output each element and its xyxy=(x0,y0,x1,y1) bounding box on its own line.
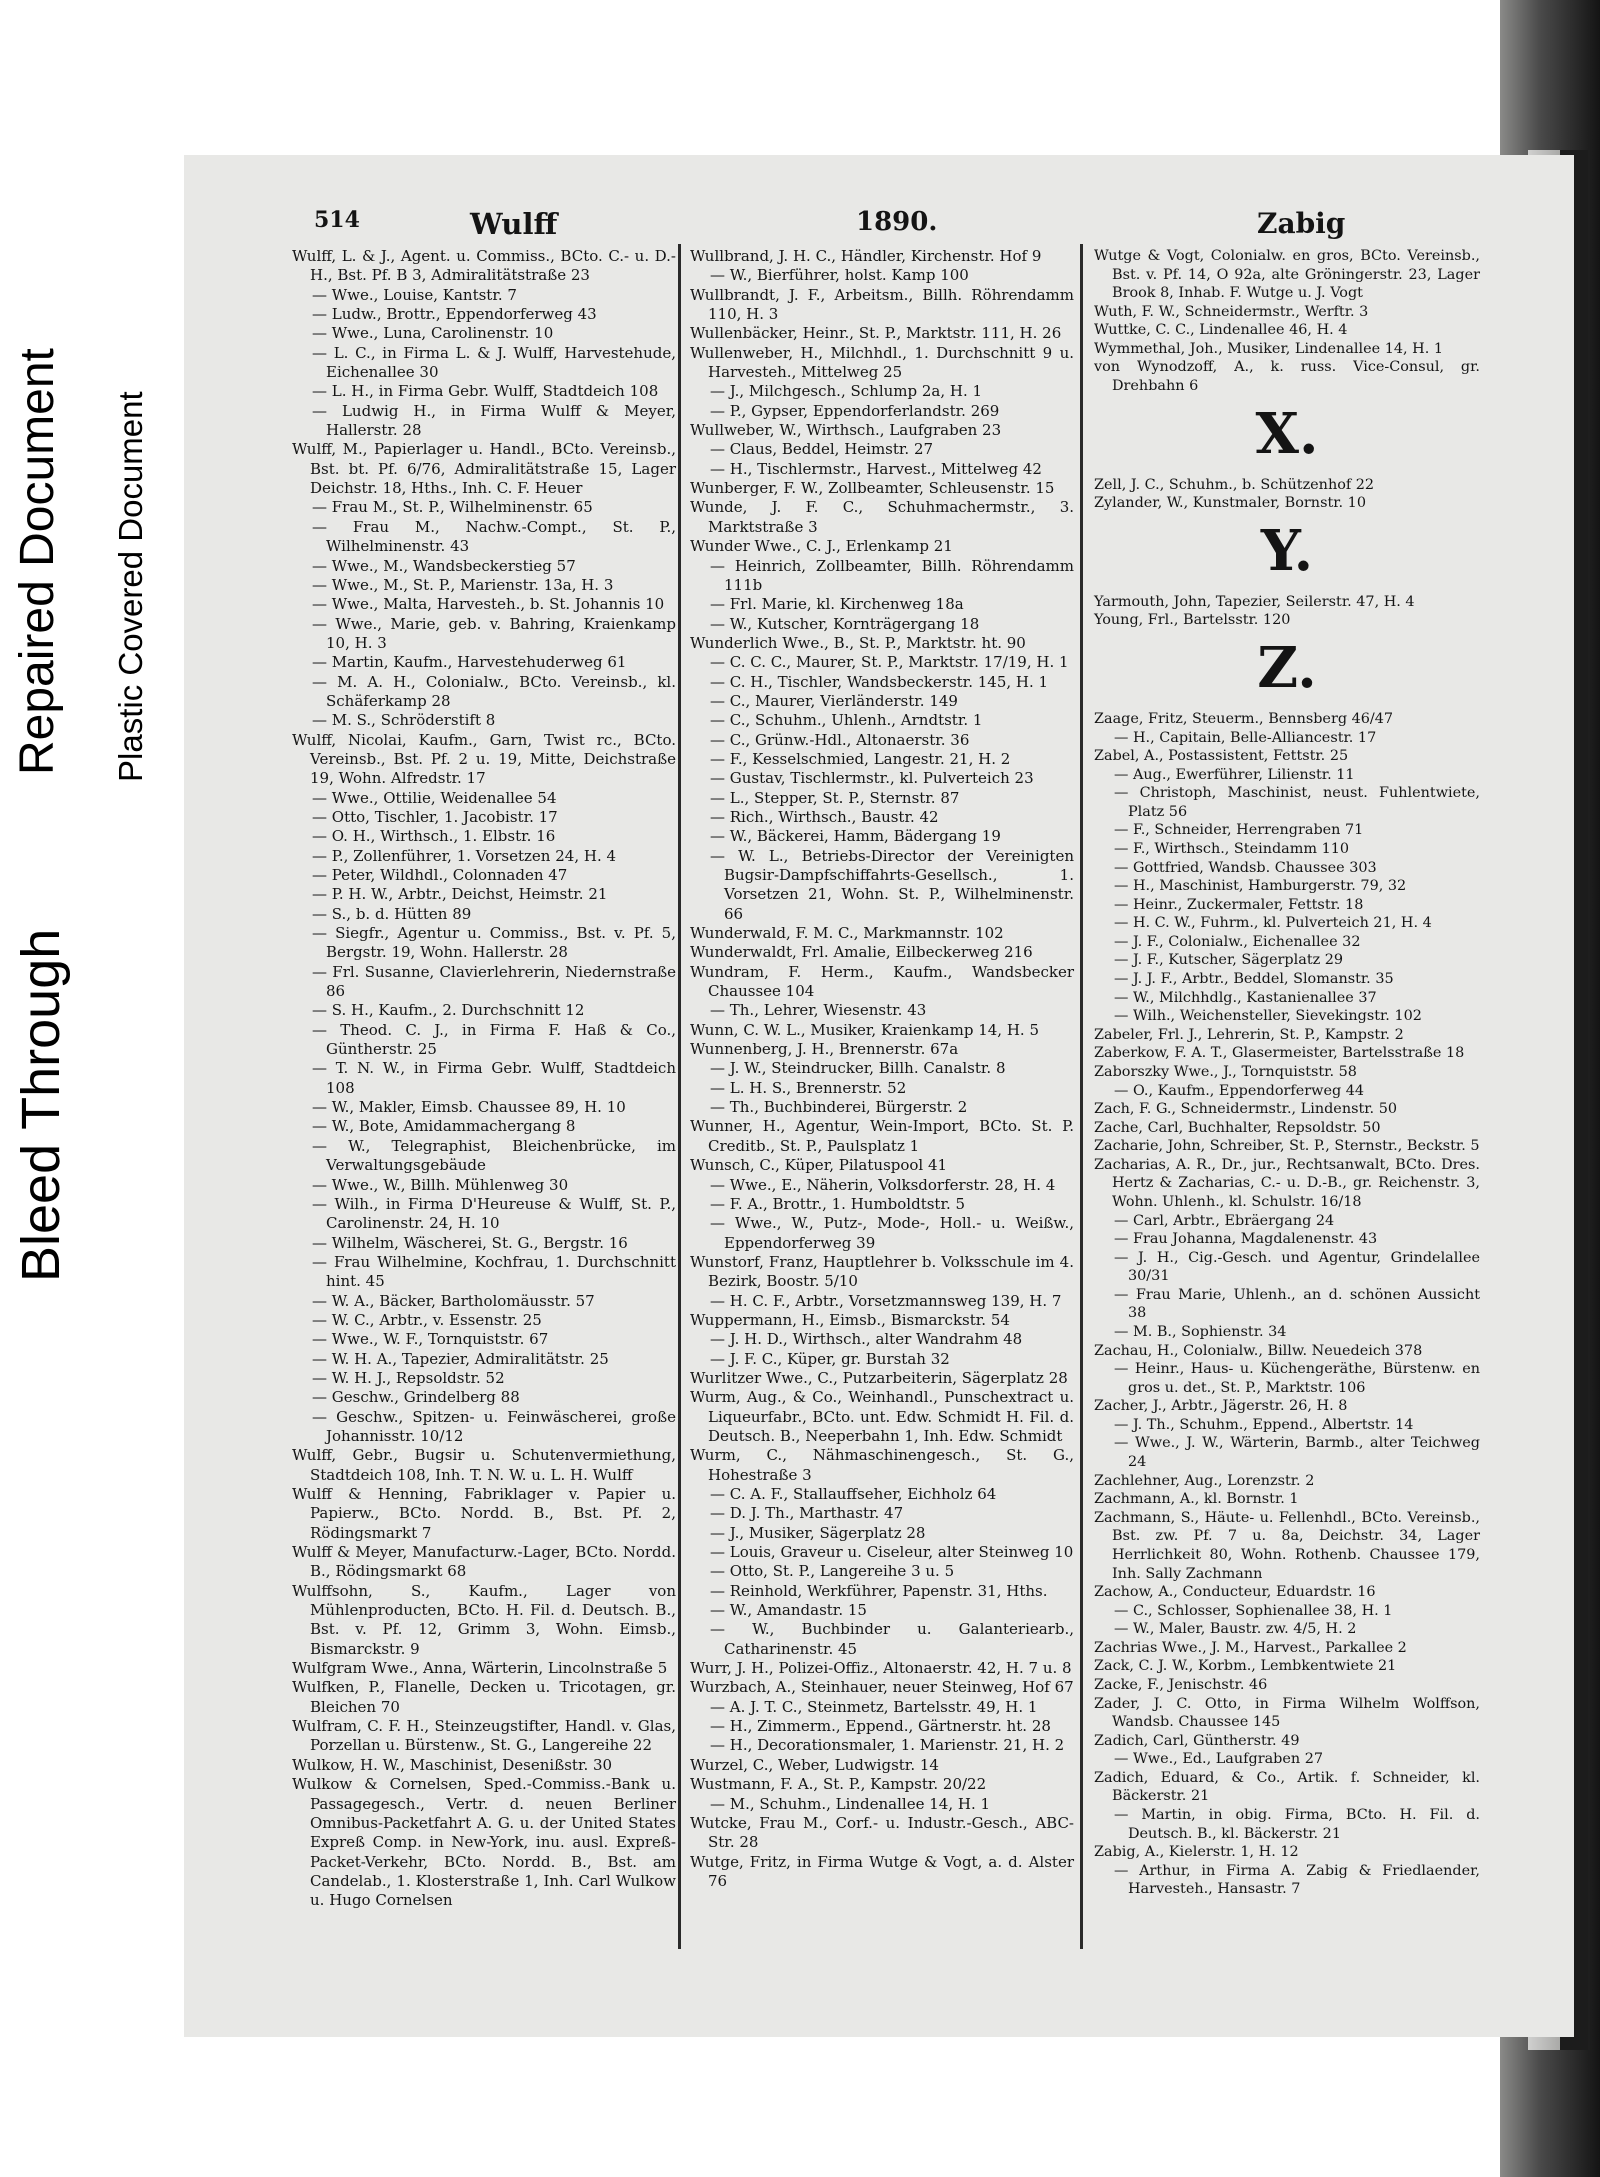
directory-entry: Wuppermann, H., Eimsb., Bismarckstr. 54 xyxy=(690,1310,1010,1329)
directory-entry: — Wwe., Ottilie, Weidenallee 54 xyxy=(312,788,557,807)
directory-entry: Zacher, J., Arbtr., Jägerstr. 26, H. 8 xyxy=(1094,1398,1348,1415)
directory-entry: — Frau M., Nachw.-Compt., St. P., Wilhelminenstr. 43 xyxy=(312,517,676,556)
directory-entry: — L. H., in Firma Gebr. Wulff, Stadtdeich 108 xyxy=(312,382,659,401)
directory-entry: — J. F., Colonialw., Eichenallee 32 xyxy=(1114,933,1361,950)
directory-entry: Zaberkow, F. A. T., Glasermeister, Bartelsstraße 18 xyxy=(1094,1045,1465,1062)
directory-entry: von Wynodzoff, A., k. russ. Vice-Consul, gr. Drehbahn 6 xyxy=(1094,359,1480,395)
directory-entry: — J. F., Kutscher, Sägerplatz 29 xyxy=(1114,952,1344,969)
directory-entry: — O. H., Wirthsch., 1. Elbstr. 16 xyxy=(312,827,556,846)
directory-entry: — H. C. F., Arbtr., Vorsetzmannsweg 139, H. 7 xyxy=(710,1291,1062,1310)
directory-entry: — Gustav, Tischlermstr., kl. Pulverteich 23 xyxy=(710,769,1034,788)
directory-entry: Zache, Carl, Buchhalter, Repsoldstr. 50 xyxy=(1094,1119,1381,1136)
directory-entry: — W., Bote, Amidammachergang 8 xyxy=(312,1117,576,1136)
directory-entry: — Geschw., Grindelberg 88 xyxy=(312,1388,520,1407)
directory-entry: — L., Stepper, St. P., Sternstr. 87 xyxy=(710,788,960,807)
directory-entry: — Frau Johanna, Magdalenenstr. 43 xyxy=(1114,1231,1378,1248)
directory-entry: — Frau Marie, Uhlenh., an d. schönen Aussicht 38 xyxy=(1114,1286,1480,1322)
directory-entry: — W. A., Bäcker, Bartholomäusstr. 57 xyxy=(312,1291,595,1310)
column-rule xyxy=(1080,244,1083,1949)
directory-entry: Wullenweber, H., Milchhdl., 1. Durchschnitt 9 u. Harvesteh., Mittelweg 25 xyxy=(690,343,1074,382)
directory-entry: Zabel, A., Postassistent, Fettstr. 25 xyxy=(1094,748,1349,765)
directory-entry: Wulff, Nicolai, Kaufm., Garn, Twist rc., BCto. Vereinsb., Bst. Pf. 2 u. 19, Mitte, Deichstraße 19, Wohn. Alfredstr. 17 xyxy=(292,730,676,788)
directory-entry: — Louis, Graveur u. Ciseleur, alter Steinweg 10 xyxy=(710,1543,1074,1562)
section-letter-x: X. xyxy=(1255,400,1319,467)
directory-entry: Zachmann, S., Häute- u. Fellenhdl., BCto. Vereinsb., Bst. zw. Pf. 7 u. 8a, Deichstr. 34, Lager Herrlichkeit 80, Wohn. Rothenb. Chaussee 179, Inh. Sally Zachmann xyxy=(1094,1509,1480,1582)
directory-entry: — M. S., Schröderstift 8 xyxy=(312,711,496,730)
directory-entry: Wulff, M., Papierlager u. Handl., BCto. Vereinsb., Bst. bt. Pf. 6/76, Admiralitätstraße 15, Lager Deichstr. 18, Hths., Inh. C. F. Heuer xyxy=(292,440,676,498)
directory-entry: — S., b. d. Hütten 89 xyxy=(312,904,472,923)
directory-entry: Wuth, F. W., Schneidermstr., Werftr. 3 xyxy=(1094,303,1369,320)
running-head-left: Wulff xyxy=(470,207,558,241)
directory-entry: Wulff & Meyer, Manufacturw.-Lager, BCto. Nordd. B., Rödingsmarkt 68 xyxy=(292,1543,676,1581)
directory-entry: — Wilh., in Firma D'Heureuse & Wulff, St. P., Carolinenstr. 24, H. 10 xyxy=(312,1194,676,1233)
directory-entry: — W., Bäckerei, Hamm, Bädergang 19 xyxy=(710,827,1001,846)
directory-entry: — J. J. F., Arbtr., Beddel, Slomanstr. 35 xyxy=(1114,971,1394,988)
directory-entry: — Wwe., W., Billh. Mühlenweg 30 xyxy=(312,1175,569,1194)
directory-entry: — J. Th., Schuhm., Eppend., Albertstr. 14 xyxy=(1114,1416,1414,1433)
directory-entry: — J. H., Cig.-Gesch. und Agentur, Grindelallee 30/31 xyxy=(1114,1249,1480,1285)
directory-entry: Wunner, H., Agentur, Wein-Import, BCto. St. P. Creditb., St. P., Paulsplatz 1 xyxy=(690,1117,1074,1155)
directory-entry: — W., Buchbinder u. Galanteriearb., Catharinenstr. 45 xyxy=(710,1620,1074,1658)
directory-entry: — Wwe., Marie, geb. v. Bahring, Kraienkamp 10, H. 3 xyxy=(312,614,676,652)
directory-entry: Zaborszky Wwe., J., Tornquiststr. 58 xyxy=(1094,1063,1357,1080)
directory-entry: — Claus, Beddel, Heimstr. 27 xyxy=(710,440,934,459)
directory-entry: — O., Kaufm., Eppendorferweg 44 xyxy=(1114,1082,1365,1099)
directory-entry: Wurr, J. H., Polizei-Offiz., Altonaerstr. 42, H. 7 u. 8 xyxy=(690,1659,1072,1678)
directory-entry: Zachlehner, Aug., Lorenzstr. 2 xyxy=(1094,1472,1315,1489)
directory-entry: — Frau Wilhelmine, Kochfrau, 1. Durchschnitt hint. 45 xyxy=(312,1252,676,1291)
directory-entry: — Wwe., W., Putz-, Mode-, Holl.- u. Weißw., Eppendorferweg 39 xyxy=(710,1214,1074,1252)
directory-entry: — H., Decorationsmaler, 1. Marienstr. 21, H. 2 xyxy=(710,1736,1065,1755)
directory-entry: — W. C., Arbtr., v. Essenstr. 25 xyxy=(312,1310,542,1329)
directory-entry: Wunberger, F. W., Zollbeamter, Schleusenstr. 15 xyxy=(690,479,1055,498)
directory-column-1 xyxy=(292,247,676,1911)
directory-entry: — Wwe., Louise, Kantstr. 7 xyxy=(312,285,517,304)
directory-entry: — C., Grünw.-Hdl., Altonaerstr. 36 xyxy=(710,730,970,749)
directory-entry: — W., Bierführer, holst. Kamp 100 xyxy=(710,266,969,285)
section-letter-z: Z. xyxy=(1257,634,1317,701)
running-head-right: Zabig xyxy=(1257,207,1346,240)
running-head-year: 1890. xyxy=(856,207,938,237)
directory-entry: — M. A. H., Colonialw., BCto. Vereinsb., kl. Schäferkamp 28 xyxy=(312,672,676,710)
directory-entry: — C. A. F., Stallauffseher, Eichholz 64 xyxy=(710,1485,997,1503)
directory-entry: — Wwe., W. F., Tornquiststr. 67 xyxy=(312,1330,549,1349)
directory-entry: Zabeler, Frl. J., Lehrerin, St. P., Kampstr. 2 xyxy=(1094,1026,1404,1043)
directory-entry: — W., Maler, Baustr. zw. 4/5, H. 2 xyxy=(1114,1621,1357,1638)
directory-entry: — W., Makler, Eimsb. Chaussee 89, H. 10 xyxy=(312,1098,626,1117)
directory-entry: Wullbrand, J. H. C., Händler, Kirchenstr. Hof 9 xyxy=(690,247,1042,265)
directory-entry: — J. W., Steindrucker, Billh. Canalstr. 8 xyxy=(710,1059,1006,1078)
directory-entry: Zach, F. G., Schneidermstr., Lindenstr. 50 xyxy=(1094,1101,1398,1118)
directory-column-3 xyxy=(1094,247,1480,1899)
directory-entry: — Frl. Susanne, Clavierlehrerin, Niedernstraße 86 xyxy=(312,962,676,1001)
directory-entry: Zaage, Fritz, Steuerm., Bennsberg 46/47 xyxy=(1094,710,1394,727)
directory-entry: Zadich, Carl, Güntherstr. 49 xyxy=(1094,1732,1300,1749)
directory-entry: Zachmann, A., kl. Bornstr. 1 xyxy=(1094,1491,1299,1508)
directory-entry: Young, Frl., Bartelsstr. 120 xyxy=(1094,612,1291,629)
directory-entry: — Carl, Arbtr., Ebräergang 24 xyxy=(1114,1212,1335,1229)
directory-entry: Wulff, Gebr., Bugsir u. Schutenvermiethung, Stadtdeich 108, Inh. T. N. W. u. L. H. Wulff xyxy=(292,1446,676,1484)
directory-entry: Zacharias, A. R., Dr., jur., Rechtsanwalt, BCto. Dres. Hertz & Zacharias, C.- u. D.-B., gr. Reichenstr. 3, Wohn. Uhlenh., kl. Schulstr. 16/18 xyxy=(1094,1156,1480,1210)
directory-entry: — Wwe., M., St. P., Marienstr. 13a, H. 3 xyxy=(312,575,614,594)
directory-entry: Wunstorf, Franz, Hauptlehrer b. Volksschule im 4. Bezirk, Boostr. 5/10 xyxy=(690,1252,1074,1291)
directory-entry: Wulffsohn, S., Kaufm., Lager von Mühlenproducten, BCto. H. Fil. d. Deutsch. B., Bst. v. Pf. 12, Grimm 3, Wohn. Eimsb., Bismarckstr. 9 xyxy=(292,1581,676,1658)
directory-entry: — F., Wirthsch., Steindamm 110 xyxy=(1114,840,1350,857)
directory-entry: — H., Zimmerm., Eppend., Gärtnerstr. ht. 28 xyxy=(710,1717,1051,1736)
directory-column-2 xyxy=(690,247,1074,1891)
directory-entry: — P. H. W., Arbtr., Deichst, Heimstr. 21 xyxy=(312,885,608,904)
directory-entry: — Martin, in obig. Firma, BCto. H. Fil. d. Deutsch. B., kl. Bäckerstr. 21 xyxy=(1114,1807,1480,1842)
directory-entry: Wulfken, P., Flanelle, Decken u. Tricotagen, gr. Bleichen 70 xyxy=(292,1678,676,1716)
directory-entry: — Wilh., Weichensteller, Sievekingstr. 102 xyxy=(1114,1008,1422,1025)
directory-entry: — Rich., Wirthsch., Baustr. 42 xyxy=(710,807,939,826)
directory-entry: Wunnenberg, J. H., Brennerstr. 67a xyxy=(690,1040,959,1059)
directory-entry: Wurzbach, A., Steinhauer, neuer Steinweg, Hof 67 xyxy=(690,1678,1074,1697)
directory-entry: — Otto, St. P., Langereihe 3 u. 5 xyxy=(710,1562,955,1581)
directory-entry: — W., Amandastr. 15 xyxy=(710,1601,867,1620)
directory-entry: — M., Schuhm., Lindenallee 14, H. 1 xyxy=(710,1794,991,1813)
directory-entry: — F., Kesselschmied, Langestr. 21, H. 2 xyxy=(710,749,1011,768)
directory-entry: Wulfgram Wwe., Anna, Wärterin, Lincolnstraße 5 xyxy=(292,1659,668,1678)
side-label-repaired: Repaired Document xyxy=(11,348,64,775)
directory-entry: Zabig, A., Kielerstr. 1, H. 12 xyxy=(1094,1844,1299,1861)
directory-entry: — Arthur, in Firma A. Zabig & Friedlaender, Harvesteh., Hansastr. 7 xyxy=(1114,1862,1480,1898)
directory-entry: — Christoph, Maschinist, neust. Fuhlentwiete, Platz 56 xyxy=(1114,785,1480,820)
directory-entry: Zader, J. C. Otto, in Firma Wilhelm Wolffson, Wandsb. Chaussee 145 xyxy=(1094,1695,1480,1731)
directory-entry: — Ludwig H., in Firma Wulff & Meyer, Hallerstr. 28 xyxy=(312,401,676,440)
directory-entry: — Heinrich, Zollbeamter, Billh. Röhrendamm 111b xyxy=(710,556,1074,594)
directory-entry: — Gottfried, Wandsb. Chaussee 303 xyxy=(1114,859,1377,876)
directory-entry: Wutge & Vogt, Colonialw. en gros, BCto. Vereinsb., Bst. v. Pf. 14, O 92a, alte Gröningerstr. 23, Lager Brook 8, Inhab. F. Wutge u. J. Vogt xyxy=(1094,248,1480,302)
directory-entry: — H. C. W., Fuhrm., kl. Pulverteich 21, H. 4 xyxy=(1114,915,1432,932)
directory-entry: Wulff & Henning, Fabriklager v. Papier u. Papierw., BCto. Nordd. B., Bst. Pf. 2, Rödingsmarkt 7 xyxy=(292,1485,676,1542)
directory-entry: Wulff, L. & J., Agent. u. Commiss., BCto. C.- u. D.-H., Bst. Pf. B 3, Admiralitätstraße 23 xyxy=(292,247,676,285)
side-label-bleed-through: Bleed Through xyxy=(11,928,71,1282)
directory-entry: — C., Schuhm., Uhlenh., Arndtstr. 1 xyxy=(710,711,983,730)
directory-entry: Wullenbäcker, Heinr., St. P., Marktstr. 111, H. 26 xyxy=(690,324,1062,343)
directory-entry: — Wwe., M., Wandsbeckerstieg 57 xyxy=(312,556,576,575)
directory-entry: — Th., Lehrer, Wiesenstr. 43 xyxy=(710,1001,927,1020)
directory-entry: — W., Kutscher, Kornträgergang 18 xyxy=(710,614,980,633)
directory-entry: Zell, J. C., Schuhm., b. Schützenhof 22 xyxy=(1094,476,1375,493)
directory-entry: Wunsch, C., Küper, Pilatuspool 41 xyxy=(690,1156,948,1175)
directory-entry: — Geschw., Spitzen- u. Feinwäscherei, große Johannisstr. 10/12 xyxy=(312,1407,676,1445)
directory-entry: — P., Zollenführer, 1. Vorsetzen 24, H. 4 xyxy=(312,846,617,865)
directory-entry: Zadich, Eduard, & Co., Artik. f. Schneider, kl. Bäckerstr. 21 xyxy=(1094,1769,1480,1805)
directory-entry: — S. H., Kaufm., 2. Durchschnitt 12 xyxy=(312,1001,585,1020)
directory-entry: Zachau, H., Colonialw., Billw. Neuedeich 378 xyxy=(1094,1342,1423,1359)
directory-entry: — Otto, Tischler, 1. Jacobistr. 17 xyxy=(312,807,558,826)
directory-entry: — D. J. Th., Marthastr. 47 xyxy=(710,1504,904,1523)
directory-entry: — Frau M., St. P., Wilhelminenstr. 65 xyxy=(312,498,593,517)
directory-entry: Wunderlich Wwe., B., St. P., Marktstr. ht. 90 xyxy=(690,633,1026,652)
directory-entry: Wunde, J. F. C., Schuhmachermstr., 3. Marktstraße 3 xyxy=(690,498,1074,536)
directory-entry: Zachrias Wwe., J. M., Harvest., Parkallee 2 xyxy=(1094,1639,1407,1656)
directory-entry: — W. H. A., Tapezier, Admiralitätstr. 25 xyxy=(312,1349,609,1368)
directory-entry: Zacke, F., Jenischstr. 46 xyxy=(1094,1677,1268,1693)
directory-entry: — W. H. J., Repsoldstr. 52 xyxy=(312,1368,505,1387)
directory-entry: Wullweber, W., Wirthsch., Laufgraben 23 xyxy=(690,421,1002,440)
directory-entry: Wurm, Aug., & Co., Weinhandl., Punschextract u. Liqueurfabr., BCto. unt. Edw. Schmidt H. Fil. d. Deutsch. B., Neeperbahn 1, Inh. Edw. Schmidt xyxy=(690,1388,1074,1445)
side-label-plastic-covered: Plastic Covered Document xyxy=(112,391,149,782)
directory-entry: Wulkow, H. W., Maschinist, Desenißstr. 30 xyxy=(292,1755,613,1774)
directory-entry: Wunn, C. W. L., Musiker, Kraienkamp 14, H. 5 xyxy=(690,1020,1040,1039)
directory-entry: — W., Milchhdlg., Kastanienallee 37 xyxy=(1114,989,1377,1006)
directory-entry: — Peter, Wildhdl., Colonnaden 47 xyxy=(312,866,568,884)
directory-entry: — J. F. C., Küper, gr. Burstah 32 xyxy=(710,1349,950,1368)
directory-entry: Wurm, C., Nähmaschinengesch., St. G., Hohestraße 3 xyxy=(690,1446,1074,1484)
directory-entry: — A. J. T. C., Steinmetz, Bartelsstr. 49, H. 1 xyxy=(710,1697,1038,1716)
directory-entry: — Wwe., J. W., Wärterin, Barmb., alter Teichweg 24 xyxy=(1114,1435,1480,1471)
directory-entry: Wundram, F. Herm., Kaufm., Wandsbecker Chaussee 104 xyxy=(690,962,1074,1001)
page-number: 514 xyxy=(314,207,360,233)
directory-entry: — Wwe., E., Näherin, Volksdorferstr. 28, H. 4 xyxy=(710,1175,1056,1194)
directory-entry: — C., Schlosser, Sophienallee 38, H. 1 xyxy=(1114,1602,1393,1619)
directory-entry: — C., Maurer, Vierländerstr. 149 xyxy=(710,691,958,710)
directory-entry: Wutge, Fritz, in Firma Wutge & Vogt, a. d. Alster 76 xyxy=(690,1852,1074,1890)
directory-entry: Zylander, W., Kunstmaler, Bornstr. 10 xyxy=(1094,495,1366,512)
directory-entry: Wunderwald, F. M. C., Markmannstr. 102 xyxy=(690,924,1004,943)
directory-entry: — W., Telegraphist, Bleichenbrücke, im Verwaltungsgebäude xyxy=(312,1136,676,1175)
directory-entry: — Wwe., Malta, Harvesteh., b. St. Johannis 10 xyxy=(312,595,665,614)
directory-entry: — Frl. Marie, kl. Kirchenweg 18a xyxy=(710,595,964,614)
directory-entry: — J., Musiker, Sägerplatz 28 xyxy=(710,1523,926,1542)
directory-entry: Wurzel, C., Weber, Ludwigstr. 14 xyxy=(690,1755,939,1774)
directory-entry: — Th., Buchbinderei, Bürgerstr. 2 xyxy=(710,1098,968,1117)
directory-entry: — H., Capitain, Belle-Alliancestr. 17 xyxy=(1114,729,1377,746)
directory-entry: Wullbrandt, J. F., Arbeitsm., Billh. Röhrendamm 110, H. 3 xyxy=(690,285,1074,324)
directory-entry: — H., Tischlermstr., Harvest., Mittelweg 42 xyxy=(710,459,1042,478)
directory-entry: — L. H. S., Brennerstr. 52 xyxy=(710,1078,907,1097)
directory-entry: Wustmann, F. A., St. P., Kampstr. 20/22 xyxy=(690,1775,987,1794)
directory-entry: Zachow, A., Conducteur, Eduardstr. 16 xyxy=(1094,1584,1376,1601)
directory-entry: — Aug., Ewerführer, Lilienstr. 11 xyxy=(1114,766,1355,783)
directory-entry: Wulfram, C. F. H., Steinzeugstifter, Handl. v. Glas, Porzellan u. Bürstenw., St. G., Langereihe 22 xyxy=(292,1717,676,1755)
directory-entry: Wunderwaldt, Frl. Amalie, Eilbeckerweg 216 xyxy=(690,943,1033,962)
directory-entry: — Ludw., Brottr., Eppendorferweg 43 xyxy=(312,305,597,324)
directory-entry: — J., Milchgesch., Schlump 2a, H. 1 xyxy=(710,382,983,401)
directory-entry: — Wilhelm, Wäscherei, St. G., Bergstr. 16 xyxy=(312,1233,628,1252)
directory-entry: — Martin, Kaufm., Harvestehuderweg 61 xyxy=(312,653,627,672)
directory-entry: — W. L., Betriebs-Director der Vereinigten Bugsir-Dampfschiffahrts-Gesellsch., 1. Vorsetzen 21, Wohn. St. P., Wilhelminenstr. 66 xyxy=(710,846,1074,923)
directory-entry: — T. N. W., in Firma Gebr. Wulff, Stadtdeich 108 xyxy=(312,1059,676,1097)
directory-entry: Wulkow & Cornelsen, Sped.-Commiss.-Bank u. Passagegesch., Vertr. d. neuen Berliner Omnibus-Packetfahrt A. G. u. der United States Expreß Comp. in New-York, inu. ausl. Expreß-Packet-Verkehr, BCto. Nordd. B., Bst. am Candelab., 1. Klosterstraße 1, Inh. Carl Wulkow u. Hugo Cornelsen xyxy=(292,1775,676,1910)
directory-entry: Yarmouth, John, Tapezier, Seilerstr. 47, H. 4 xyxy=(1094,593,1415,610)
directory-entry: — H., Maschinist, Hamburgerstr. 79, 32 xyxy=(1114,878,1407,895)
directory-entry: — M. B., Sophienstr. 34 xyxy=(1114,1324,1287,1341)
directory-entry: — F., Schneider, Herrengraben 71 xyxy=(1114,822,1364,839)
section-letter-y: Y. xyxy=(1260,517,1314,584)
directory-entry: — J. H. D., Wirthsch., alter Wandrahm 48 xyxy=(710,1330,1023,1349)
directory-entry: — C. H., Tischler, Wandsbeckerstr. 145, H. 1 xyxy=(710,672,1049,691)
directory-entry: — Wwe., Luna, Carolinenstr. 10 xyxy=(312,324,554,343)
directory-entry: — Theod. C. J., in Firma F. Haß & Co., Güntherstr. 25 xyxy=(312,1020,676,1059)
column-rule xyxy=(678,244,681,1949)
directory-entry: — F. A., Brottr., 1. Humboldtstr. 5 xyxy=(710,1194,966,1213)
directory-entry: — Wwe., Ed., Laufgraben 27 xyxy=(1114,1751,1324,1768)
directory-entry: — Reinhold, Werkführer, Papenstr. 31, Hths. xyxy=(710,1581,1048,1600)
directory-entry: — Heinr., Zuckermaler, Fettstr. 18 xyxy=(1114,896,1364,913)
directory-entry: — C. C. C., Maurer, St. P., Marktstr. 17/19, H. 1 xyxy=(710,653,1069,672)
directory-entry: Wurlitzer Wwe., C., Putzarbeiterin, Sägerplatz 28 xyxy=(690,1368,1068,1387)
directory-entry: Wunder Wwe., C. J., Erlenkamp 21 xyxy=(690,537,953,556)
directory-entry: — L. C., in Firma L. & J. Wulff, Harvestehude, Eichenallee 30 xyxy=(312,343,676,382)
directory-entry: Wymmethal, Joh., Musiker, Lindenallee 14, H. 1 xyxy=(1094,340,1444,357)
directory-entry: — Siegfr., Agentur u. Commiss., Bst. v. Pf. 5, Bergstr. 19, Wohn. Hallerstr. 28 xyxy=(312,924,676,962)
directory-entry: Wuttke, C. C., Lindenallee 46, H. 4 xyxy=(1094,322,1348,339)
directory-entry: Zack, C. J. W., Korbm., Lembkentwiete 21 xyxy=(1094,1658,1397,1675)
directory-entry: Wutcke, Frau M., Corf.- u. Industr.-Gesch., ABC-Str. 28 xyxy=(690,1813,1074,1852)
directory-entry: — P., Gypser, Eppendorferlandstr. 269 xyxy=(710,401,1000,420)
directory-entry: — Heinr., Haus- u. Küchengeräthe, Bürstenw. en gros u. det., St. P., Marktstr. 106 xyxy=(1114,1361,1480,1396)
directory-entry: Zacharie, John, Schreiber, St. P., Sternstr., Beckstr. 5 xyxy=(1094,1138,1480,1155)
